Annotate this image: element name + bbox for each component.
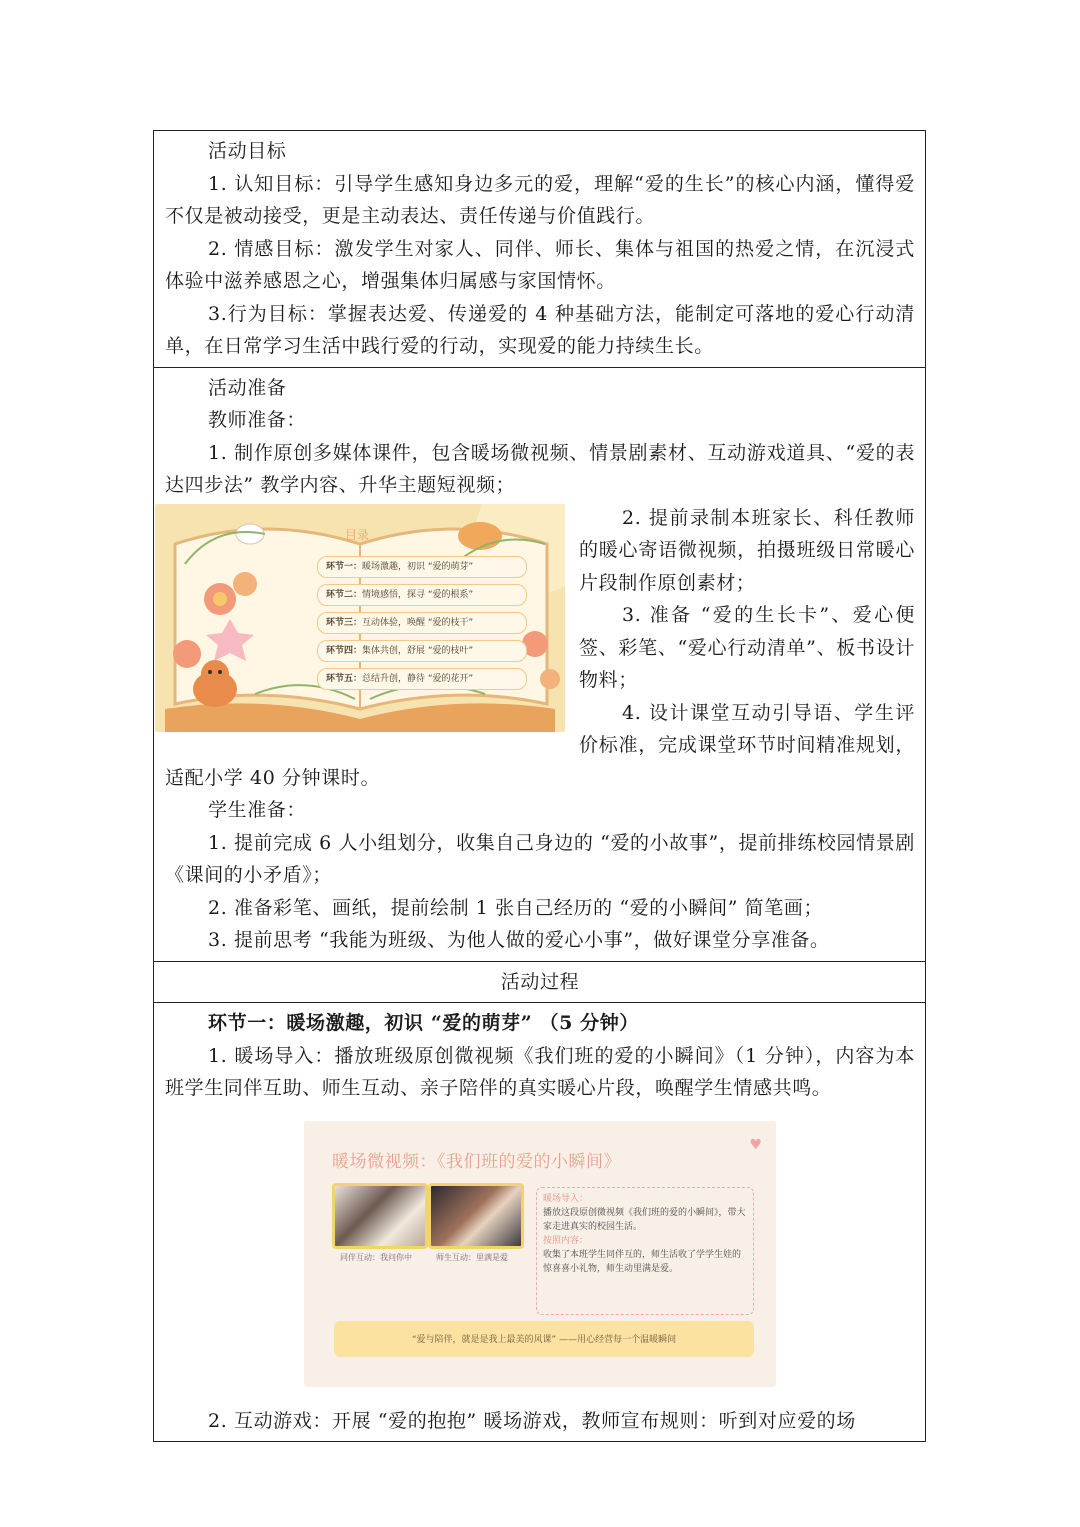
goal-cognitive: 1. 认知目标：引导学生感知身边多元的爱，理解“爱的生长”的核心内涵，懂得爱不仅是被动接受，更是主动表达、责任传递与价值践行。: [165, 172, 915, 227]
slide-title: 暖场微视频：《我们班的爱的小瞬间》: [332, 1151, 621, 1172]
student-prep-2: 2. 准备彩笔、画纸，提前绘制 1 张自己经历的 “爱的小瞬间” 简笔画；: [208, 896, 824, 919]
goal-behavioral: 3.行为目标：掌握表达爱、传递爱的 4 种基础方法，能制定可落地的爱心行动清单，在日常学习生活中践行爱的行动，实现爱的能力持续生长。: [165, 302, 915, 357]
goals-cell: [154, 131, 925, 368]
student-prep-1: 1. 提前完成 6 人小组划分，收集自己身边的 “爱的小故事”，提前排练校园情景剧《课间的小矛盾》；: [165, 831, 915, 886]
step1-title: 环节一：暖场激趣，初识 “爱的萌芽” （5 分钟）: [208, 1012, 639, 1034]
toc-item: [317, 556, 527, 578]
peer-photo-caption: 同伴互动：我问你中: [340, 1252, 412, 1262]
toc-book-image: [155, 504, 565, 732]
prep-cell: [154, 368, 925, 962]
prep-heading: 活动准备: [208, 376, 287, 399]
toc-item: [317, 668, 527, 690]
note-text-1: 播放这段原创微视频《我们班的爱的小瞬间》，带大家走进真实的校园生活。: [543, 1207, 746, 1232]
student-prep-3: 3. 提前思考 “我能为班级、为他人做的爱心小事”，做好课堂分享准备。: [208, 929, 830, 951]
process-heading-cell: [154, 962, 925, 1004]
step1-game: 2. 互动游戏：开展 “爱的抱抱” 暖场游戏，教师宣布规则：听到对应爱的场: [208, 1409, 856, 1432]
toc-item-text: 暖场激趣，初识 “爱的萌芽”: [362, 561, 474, 572]
toc-list: [317, 556, 527, 696]
toc-title: 目录: [345, 527, 370, 542]
lesson-plan-table: [153, 130, 926, 1442]
toc-item-tag: 环节三：: [326, 617, 363, 628]
toc-item-text: 互动体验，唤醒 “爱的枝干”: [362, 617, 474, 628]
step1-warmup: 1. 暖场导入：播放班级原创微视频《我们班的爱的小瞬间》（1 分钟），内容为本班学生同伴互助、师生互动、亲子陪伴的真实暖心片段，唤醒学生情感共鸣。: [165, 1044, 915, 1099]
toc-item-tag: 环节一：: [326, 561, 363, 572]
goal-emotional: 2. 情感目标：激发学生对家人、同伴、师长、集体与祖国的热爱之情，在沉浸式体验中滋养感恩之心，增强集体归属感与家国情怀。: [165, 237, 915, 292]
student-prep-heading: 学生准备：: [208, 799, 307, 821]
process-cell: [154, 1003, 925, 1441]
teacher-photo-caption: 师生互动：里满是爱: [436, 1252, 508, 1262]
slide-notes: [536, 1187, 754, 1315]
teacher-prep-3: 3. 准备 “爱的生长卡”、爱心便签、彩笔、“爱心行动清单”、板书设计物料；: [579, 604, 915, 691]
process-heading: 活动过程: [500, 970, 580, 993]
teacher-prep-heading: 教师准备：: [208, 409, 307, 431]
peer-photo: [332, 1183, 428, 1249]
note-label-2: 按照内容：: [543, 1235, 589, 1246]
toc-item-text: 情境感悟，探寻 “爱的根系”: [362, 589, 474, 600]
toc-item-tag: 环节五：: [326, 673, 363, 684]
toc-item: [317, 584, 527, 606]
toc-item-text: 集体共创，舒展 “爱的枝叶”: [362, 645, 474, 656]
slide-quote: “爱与陪伴，就是是我上最美的风课” ——用心经营每一个温暖瞬间: [334, 1321, 754, 1357]
toc-item: [317, 640, 527, 662]
toc-item: [317, 612, 527, 634]
toc-item-tag: 环节四：: [326, 645, 363, 656]
teacher-prep-4: 4. 设计课堂互动引导语、学生评价标准，完成课堂环节时间精准规划，适配小学 40 分钟课时。: [165, 701, 915, 789]
note-label-1: 暖场导入：: [543, 1193, 589, 1204]
heart-icon: ♥: [749, 1136, 762, 1153]
teacher-photo: [428, 1183, 524, 1249]
toc-item-text: 总结升创，静待 “爱的花开”: [362, 673, 474, 684]
goals-heading: 活动目标: [208, 140, 287, 162]
teacher-prep-1: 1. 制作原创多媒体课件，包含暖场微视频、情景剧素材、互动游戏道具、“爱的表达四步法” 教学内容、升华主题短视频；: [165, 441, 915, 496]
teacher-prep-2: 2. 提前录制本班家长、科任教师的暖心寄语微视频，拍摄班级日常暖心片段制作原创素材；: [579, 506, 915, 594]
note-text-2: 收集了本班学生同伴互的，师生活收了学学生娃的惊喜喜小礼物，师生动里满是爱。: [543, 1249, 742, 1274]
toc-item-tag: 环节二：: [326, 589, 363, 600]
video-slide-image: [304, 1121, 776, 1387]
